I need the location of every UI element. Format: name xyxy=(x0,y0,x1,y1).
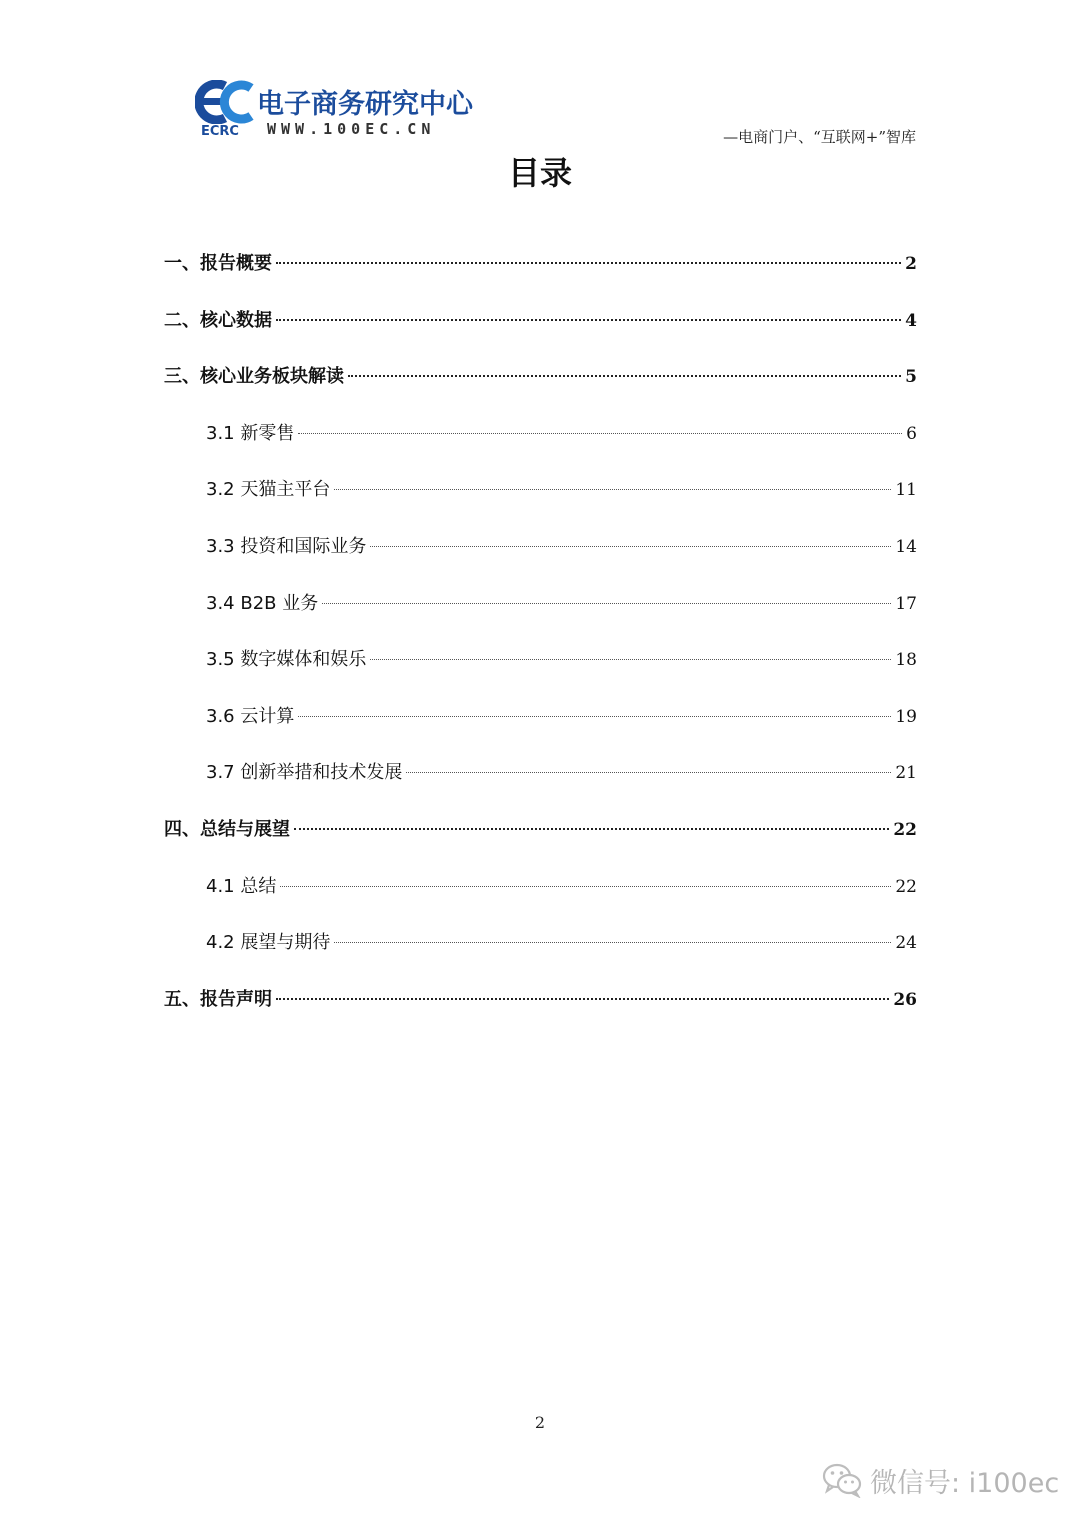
toc-dot-leader xyxy=(276,998,889,1000)
toc-entry-page: 18 xyxy=(895,650,917,671)
toc-entry[interactable] xyxy=(164,363,917,391)
toc-dot-leader xyxy=(406,772,891,773)
toc-dot-leader xyxy=(322,603,891,604)
toc-entry-page: 24 xyxy=(895,933,917,954)
toc-entry[interactable] xyxy=(164,250,917,278)
toc-dot-leader xyxy=(370,546,891,547)
toc-dot-leader xyxy=(348,375,901,377)
toc-title: 目录 xyxy=(507,154,572,192)
wechat-icon xyxy=(822,1462,862,1498)
toc-entry-label: 3.5 数字媒体和娱乐 xyxy=(206,649,367,671)
toc-dot-leader xyxy=(298,433,902,434)
toc-entry-label: 4.2 展望与期待 xyxy=(206,932,331,954)
toc-entry-page: 14 xyxy=(895,537,917,557)
logo-name: 电子商务研究中心 xyxy=(257,89,473,120)
toc-entry-page: 22 xyxy=(893,820,917,840)
toc-entry-page: 2 xyxy=(905,254,917,274)
toc-dot-leader xyxy=(276,319,901,321)
page-number: 2 xyxy=(534,1413,546,1432)
toc-entry-page: 11 xyxy=(895,480,917,501)
toc-entry-page: 22 xyxy=(895,876,917,897)
toc-entry-label: 四、总结与展望 xyxy=(164,819,290,840)
toc-dot-leader xyxy=(276,262,901,264)
toc-dot-leader xyxy=(294,828,889,830)
toc-entry[interactable] xyxy=(164,986,917,1014)
header-tagline: —电商门户、“互联网+”智库 xyxy=(723,128,916,146)
toc-entry[interactable] xyxy=(206,703,917,731)
toc-entry[interactable] xyxy=(206,929,917,957)
ec-logo-icon xyxy=(195,80,257,124)
toc-dot-leader xyxy=(334,489,891,490)
toc-entry-label: 3.1 新零售 xyxy=(206,422,295,444)
watermark-text: 微信号: i100ec xyxy=(870,1467,1060,1499)
toc-entry[interactable] xyxy=(206,590,917,618)
ecrc-logo xyxy=(195,80,495,142)
toc-entry-label: 3.2 天猫主平台 xyxy=(206,479,331,501)
logo-abbr: ECRC xyxy=(201,124,239,139)
toc-entry-label: 3.6 云计算 xyxy=(206,705,295,727)
toc-entry-label: 3.4 B2B 业务 xyxy=(206,592,319,614)
toc-entry-label: 五、报告声明 xyxy=(164,988,272,1010)
toc-entry-label: 二、核心数据 xyxy=(164,309,272,331)
toc-entry-page: 4 xyxy=(905,310,917,331)
toc-entry-label: 4.1 总结 xyxy=(206,875,277,897)
toc-entry-label: 3.3 投资和国际业务 xyxy=(206,536,367,557)
toc-entry-page: 17 xyxy=(895,593,917,614)
toc-entry[interactable] xyxy=(206,759,917,787)
logo-url: WWW.100EC.CN xyxy=(267,120,436,138)
toc-dot-leader xyxy=(298,716,891,717)
toc-entry[interactable] xyxy=(206,476,917,504)
toc-entry-page: 21 xyxy=(895,763,917,784)
toc-entry-page: 19 xyxy=(895,706,917,727)
toc-entry[interactable] xyxy=(206,646,917,674)
toc-entry[interactable] xyxy=(206,420,917,448)
toc-entry-label: 三、核心业务板块解读 xyxy=(164,366,344,388)
toc-entry-page: 26 xyxy=(893,989,917,1010)
toc-entry[interactable] xyxy=(206,533,917,561)
wechat-watermark xyxy=(822,1460,1059,1500)
toc-entry-page: 6 xyxy=(906,423,917,444)
toc-dot-leader xyxy=(370,659,891,660)
toc-dot-leader xyxy=(334,942,891,943)
toc-entry-label: 一、报告概要 xyxy=(164,253,272,274)
toc-entry-label: 3.7 创新举措和技术发展 xyxy=(206,762,403,784)
toc-dot-leader xyxy=(280,886,891,887)
toc-entry-page: 5 xyxy=(905,367,917,388)
toc-entry[interactable] xyxy=(164,307,917,335)
toc-entry[interactable] xyxy=(164,816,917,844)
toc-entry[interactable] xyxy=(206,873,917,901)
